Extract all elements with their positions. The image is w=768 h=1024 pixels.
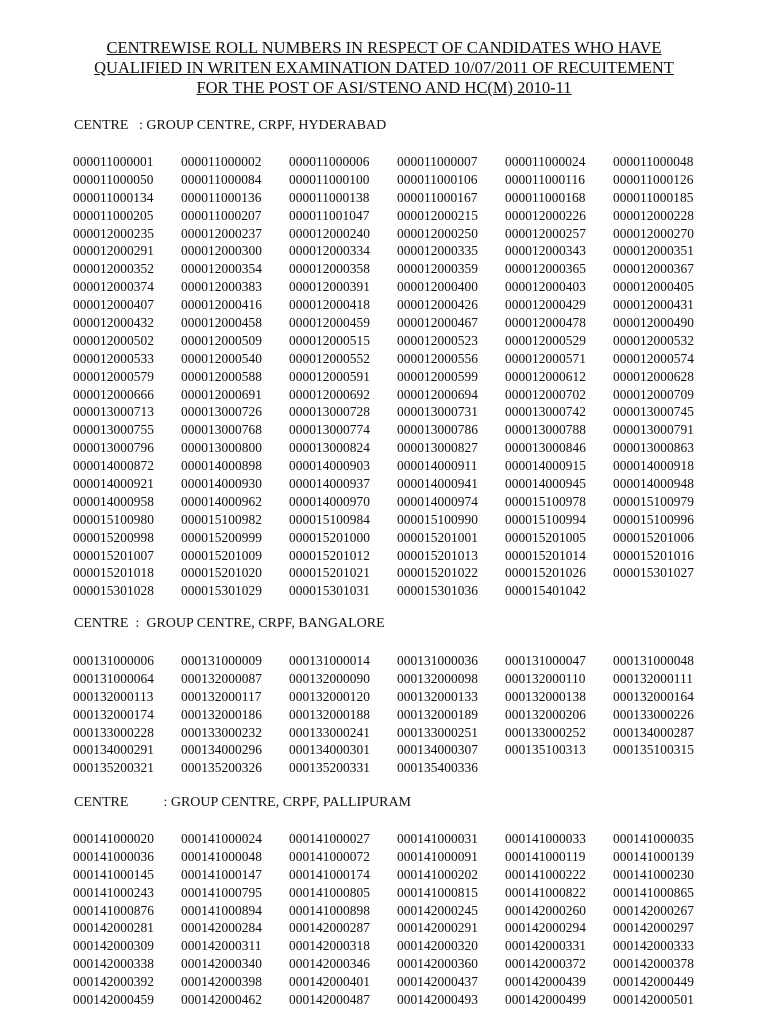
- roll-number: 000015201001: [397, 529, 478, 545]
- roll-number: 000014000945: [505, 476, 586, 492]
- roll-number: 000014000921: [73, 476, 154, 492]
- roll-number: 000015201016: [613, 547, 694, 563]
- roll-number: 000015100979: [613, 493, 694, 509]
- roll-number: 000141000027: [289, 831, 370, 846]
- roll-number: 000141000243: [73, 884, 154, 900]
- roll-number: 000142000281: [73, 920, 154, 936]
- roll-number: 000014000911: [397, 458, 478, 474]
- roll-number: 000141000091: [397, 848, 478, 864]
- roll-number: 000011000002: [181, 154, 262, 169]
- roll-number: 000141000805: [289, 884, 370, 900]
- roll-number: 000133000226: [613, 706, 694, 722]
- roll-number: 000132000098: [397, 670, 478, 686]
- roll-number: 000012000458: [181, 315, 262, 331]
- roll-number: 000012000490: [613, 315, 694, 331]
- roll-number: 000014000974: [397, 493, 478, 509]
- roll-number: 000012000692: [289, 386, 370, 402]
- roll-number: 000134000307: [397, 742, 478, 758]
- roll-number: 000015201009: [181, 547, 262, 563]
- roll-number: 000142000487: [289, 992, 370, 1008]
- roll-number: 000131000009: [181, 653, 262, 668]
- roll-number: 000012000226: [505, 207, 586, 223]
- roll-number: 000142000462: [181, 992, 262, 1008]
- roll-number: 000015301036: [397, 583, 478, 599]
- roll-number: 000142000378: [613, 956, 694, 972]
- roll-number: 000013000863: [613, 440, 694, 456]
- roll-number: 000012000459: [289, 315, 370, 331]
- roll-number: 000012000300: [181, 243, 262, 259]
- roll-number: 000015201000: [289, 529, 370, 545]
- roll-number: 000133000252: [505, 724, 586, 740]
- roll-number: 000012000628: [613, 368, 694, 384]
- roll-number: 000011000050: [73, 171, 154, 187]
- roll-grid-pallipuram: [73, 830, 745, 1009]
- roll-number: 000015201020: [181, 565, 262, 581]
- roll-number: 000012000270: [613, 225, 694, 241]
- roll-number: 000132000188: [289, 706, 370, 722]
- roll-number: 000014000918: [613, 458, 694, 474]
- roll-number: 000141000230: [613, 866, 694, 882]
- roll-number: 000012000612: [505, 368, 586, 384]
- roll-number: 000015201007: [73, 547, 154, 563]
- roll-number: 000142000284: [181, 920, 262, 936]
- roll-number: 000142000437: [397, 974, 478, 990]
- roll-number: 000015100982: [181, 511, 262, 527]
- roll-number: 000131000048: [613, 653, 694, 668]
- roll-number: 000015201012: [289, 547, 370, 563]
- roll-number: 000142000346: [289, 956, 370, 972]
- roll-number: 000141000145: [73, 866, 154, 882]
- roll-number: 000141000036: [73, 848, 154, 864]
- roll-number: 000012000352: [73, 261, 154, 277]
- roll-number: 000013000824: [289, 440, 370, 456]
- roll-number: 000012000702: [505, 386, 586, 402]
- roll-number: 000141000815: [397, 884, 478, 900]
- roll-number: 000012000215: [397, 207, 478, 223]
- roll-number: 000015301029: [181, 583, 262, 599]
- roll-number: 000131000036: [397, 653, 478, 668]
- roll-number: 000011000084: [181, 171, 262, 187]
- roll-number: 000142000501: [613, 992, 694, 1008]
- roll-number: 000012000343: [505, 243, 586, 259]
- roll-number: 000012000426: [397, 297, 478, 313]
- roll-number: 000141000031: [397, 831, 478, 846]
- roll-number: 000141000139: [613, 848, 694, 864]
- roll-number: 000013000768: [181, 422, 262, 438]
- roll-number: 000133000228: [73, 724, 154, 740]
- roll-number: 000012000291: [73, 243, 154, 259]
- roll-number: 000142000459: [73, 992, 154, 1008]
- roll-number: 000012000235: [73, 225, 154, 241]
- roll-number: 000011001047: [289, 207, 370, 223]
- roll-number: 000014000948: [613, 476, 694, 492]
- roll-number: 000142000245: [397, 902, 478, 918]
- roll-number: 000012000571: [505, 350, 586, 366]
- roll-number: 000142000294: [505, 920, 586, 936]
- document-title: [0, 38, 768, 98]
- roll-number: 000013000728: [289, 404, 370, 420]
- roll-number: 000142000287: [289, 920, 370, 936]
- roll-number: 000142000309: [73, 938, 154, 954]
- roll-number: 000015100980: [73, 511, 154, 527]
- roll-number: 000012000418: [289, 297, 370, 313]
- roll-number: 000012000237: [181, 225, 262, 241]
- roll-number: 000014000930: [181, 476, 262, 492]
- roll-number: 000012000574: [613, 350, 694, 366]
- roll-number: 000012000502: [73, 332, 154, 348]
- roll-number: 000011000126: [613, 171, 694, 187]
- roll-number: 000141000795: [181, 884, 262, 900]
- roll-number: 000133000232: [181, 724, 262, 740]
- roll-number: 000011000134: [73, 189, 154, 205]
- roll-number: 000014000937: [289, 476, 370, 492]
- roll-number: 000012000529: [505, 332, 586, 348]
- roll-number: 000014000958: [73, 493, 154, 509]
- roll-number: 000134000296: [181, 742, 262, 758]
- centre-heading-bangalore: CENTRE : GROUP CENTRE, CRPF, BANGALORE: [74, 616, 385, 631]
- roll-number: 000012000533: [73, 350, 154, 366]
- roll-number: 000135400336: [397, 760, 478, 776]
- roll-number: 000012000532: [613, 332, 694, 348]
- roll-number: 000135200321: [73, 760, 154, 776]
- roll-number: 000132000090: [289, 670, 370, 686]
- roll-number: 000132000087: [181, 670, 262, 686]
- roll-number: 000011000205: [73, 207, 154, 223]
- roll-number: 000012000588: [181, 368, 262, 384]
- roll-number: 000011000136: [181, 189, 262, 205]
- roll-number: 000014000962: [181, 493, 262, 509]
- roll-number: 000012000429: [505, 297, 586, 313]
- roll-number: 000015201014: [505, 547, 586, 563]
- roll-number: 000013000846: [505, 440, 586, 456]
- roll-number: 000135200326: [181, 760, 262, 776]
- roll-grid-bangalore: [73, 652, 745, 777]
- roll-number: 000142000449: [613, 974, 694, 990]
- roll-number: 000013000731: [397, 404, 478, 420]
- roll-number: 000015100984: [289, 511, 370, 527]
- roll-number: 000142000260: [505, 902, 586, 918]
- roll-number: 000015201013: [397, 547, 478, 563]
- roll-number: 000134000301: [289, 742, 370, 758]
- roll-number: 000011000048: [613, 154, 694, 169]
- roll-number: 000142000493: [397, 992, 478, 1008]
- roll-number: 000012000228: [613, 207, 694, 223]
- roll-number: 000132000111: [613, 670, 693, 686]
- roll-number: 000012000391: [289, 279, 370, 295]
- title-line-2: QUALIFIED IN WRITEN EXAMINATION DATED 10/07/2011 OF RECUITEMENT: [94, 58, 674, 77]
- roll-number: 000011000138: [289, 189, 370, 205]
- roll-number: 000132000120: [289, 688, 370, 704]
- roll-number: 000141000048: [181, 848, 262, 864]
- roll-number: 000015200999: [181, 529, 262, 545]
- roll-number: 000142000331: [505, 938, 586, 954]
- roll-number: 000013000827: [397, 440, 478, 456]
- roll-number: 000012000383: [181, 279, 262, 295]
- roll-number: 000014000941: [397, 476, 478, 492]
- roll-number: 000141000035: [613, 831, 694, 846]
- roll-number: 000014000970: [289, 493, 370, 509]
- title-line-1: CENTREWISE ROLL NUMBERS IN RESPECT OF CANDIDATES WHO HAVE: [106, 38, 662, 57]
- roll-number: 000141000865: [613, 884, 694, 900]
- roll-number: 000141000024: [181, 831, 262, 846]
- roll-number: 000012000358: [289, 261, 370, 277]
- roll-number: 000012000666: [73, 386, 154, 402]
- roll-number: 000013000713: [73, 404, 154, 420]
- roll-number: 000012000509: [181, 332, 262, 348]
- roll-number: 000011000006: [289, 154, 370, 169]
- roll-number: 000012000694: [397, 386, 478, 402]
- roll-number: 000015301028: [73, 583, 154, 599]
- roll-number: 000015201018: [73, 565, 154, 581]
- roll-number: 000013000786: [397, 422, 478, 438]
- centre-heading-hyderabad: CENTRE : GROUP CENTRE, CRPF, HYDERABAD: [74, 118, 387, 133]
- roll-number: 000015100990: [397, 511, 478, 527]
- roll-number: 000012000359: [397, 261, 478, 277]
- roll-number: 000015301027: [613, 565, 694, 581]
- roll-number: 000012000367: [613, 261, 694, 277]
- roll-number: 000015100978: [505, 493, 586, 509]
- roll-number: 000015401042: [505, 583, 586, 599]
- roll-number: 000012000599: [397, 368, 478, 384]
- roll-number: 000011000024: [505, 154, 586, 169]
- roll-number: 000133000251: [397, 724, 478, 740]
- roll-number: 000142000297: [613, 920, 694, 936]
- roll-number: 000012000334: [289, 243, 370, 259]
- roll-number: 000142000392: [73, 974, 154, 990]
- roll-number: 000011000168: [505, 189, 586, 205]
- roll-grid-hyderabad: [73, 153, 745, 600]
- roll-number: 000134000291: [73, 742, 154, 758]
- roll-number: 000011000116: [505, 171, 585, 187]
- roll-number: 000141000033: [505, 831, 586, 846]
- roll-number: 000012000556: [397, 350, 478, 366]
- roll-number: 000131000047: [505, 653, 586, 668]
- roll-number: 000142000439: [505, 974, 586, 990]
- roll-number: 000142000311: [181, 938, 262, 954]
- roll-number: 000015201021: [289, 565, 370, 581]
- roll-number: 000012000407: [73, 297, 154, 313]
- roll-number: 000012000431: [613, 297, 694, 313]
- roll-number: 000141000202: [397, 866, 478, 882]
- roll-number: 000012000432: [73, 315, 154, 331]
- roll-number: 000013000791: [613, 422, 694, 438]
- roll-number: 000013000755: [73, 422, 154, 438]
- roll-number: 000011000100: [289, 171, 370, 187]
- roll-number: 000132000174: [73, 706, 154, 722]
- roll-number: 000012000354: [181, 261, 262, 277]
- roll-number: 000011000106: [397, 171, 478, 187]
- roll-number: 000142000398: [181, 974, 262, 990]
- roll-number: 000014000903: [289, 458, 370, 474]
- roll-number: 000012000478: [505, 315, 586, 331]
- roll-number: 000012000523: [397, 332, 478, 348]
- roll-number: 000015100994: [505, 511, 586, 527]
- roll-number: 000015201005: [505, 529, 586, 545]
- roll-number: 000142000291: [397, 920, 478, 936]
- roll-number: 000142000267: [613, 902, 694, 918]
- roll-number: 000141000898: [289, 902, 370, 918]
- roll-number: 000012000335: [397, 243, 478, 259]
- roll-number: 000012000250: [397, 225, 478, 241]
- roll-number: 000133000241: [289, 724, 370, 740]
- roll-number: 000012000405: [613, 279, 694, 295]
- roll-number: 000012000351: [613, 243, 694, 259]
- roll-number: 000141000876: [73, 902, 154, 918]
- roll-number: 000012000515: [289, 332, 370, 348]
- roll-number: 000013000745: [613, 404, 694, 420]
- roll-number: 000132000138: [505, 688, 586, 704]
- roll-number: 000141000147: [181, 866, 262, 882]
- roll-number: 000135100315: [613, 742, 694, 758]
- roll-number: 000132000164: [613, 688, 694, 704]
- roll-number: 000012000365: [505, 261, 586, 277]
- roll-number: 000132000186: [181, 706, 262, 722]
- roll-number: 000013000788: [505, 422, 586, 438]
- roll-number: 000015201006: [613, 529, 694, 545]
- roll-number: 000012000691: [181, 386, 262, 402]
- roll-number: 000142000360: [397, 956, 478, 972]
- roll-number: 000131000064: [73, 670, 154, 686]
- roll-number: 000012000240: [289, 225, 370, 241]
- roll-number: 000013000800: [181, 440, 262, 456]
- roll-number: 000141000174: [289, 866, 370, 882]
- roll-number: 000013000742: [505, 404, 586, 420]
- roll-number: 000012000467: [397, 315, 478, 331]
- roll-number: 000141000119: [505, 848, 586, 864]
- roll-number: 000131000006: [73, 653, 154, 668]
- roll-number: 000132000117: [181, 688, 262, 704]
- roll-number: 000011000007: [397, 154, 478, 169]
- roll-number: 000014000915: [505, 458, 586, 474]
- roll-number: 000011000207: [181, 207, 262, 223]
- roll-number: 000013000774: [289, 422, 370, 438]
- roll-number: 000012000540: [181, 350, 262, 366]
- roll-number: 000012000416: [181, 297, 262, 313]
- roll-number: 000142000372: [505, 956, 586, 972]
- roll-number: 000132000113: [73, 688, 154, 704]
- roll-number: 000015100996: [613, 511, 694, 527]
- roll-number: 000141000894: [181, 902, 262, 918]
- roll-number: 000142000340: [181, 956, 262, 972]
- roll-number: 000141000822: [505, 884, 586, 900]
- roll-number: 000012000552: [289, 350, 370, 366]
- roll-number: 000142000318: [289, 938, 370, 954]
- roll-number: 000013000726: [181, 404, 262, 420]
- roll-number: 000131000014: [289, 653, 370, 668]
- roll-number: 000142000401: [289, 974, 370, 990]
- roll-number: 000142000333: [613, 938, 694, 954]
- roll-number: 000141000020: [73, 831, 154, 846]
- roll-number: 000012000257: [505, 225, 586, 241]
- roll-number: 000015201026: [505, 565, 586, 581]
- roll-number: 000015301031: [289, 583, 370, 599]
- roll-number: 000012000709: [613, 386, 694, 402]
- roll-number: 000142000499: [505, 992, 586, 1008]
- roll-number: 000141000072: [289, 848, 370, 864]
- title-line-3: FOR THE POST OF ASI/STENO AND HC(M) 2010-11: [196, 78, 572, 97]
- roll-number: 000135200331: [289, 760, 370, 776]
- roll-number: 000132000110: [505, 670, 586, 686]
- roll-number: 000142000338: [73, 956, 154, 972]
- roll-number: 000142000320: [397, 938, 478, 954]
- roll-number: 000012000400: [397, 279, 478, 295]
- roll-number: 000012000374: [73, 279, 154, 295]
- roll-number: 000132000189: [397, 706, 478, 722]
- roll-number: 000132000206: [505, 706, 586, 722]
- roll-number: 000012000591: [289, 368, 370, 384]
- roll-number: 000013000796: [73, 440, 154, 456]
- roll-number: 000014000898: [181, 458, 262, 474]
- roll-number: 000011000185: [613, 189, 694, 205]
- roll-number: 000134000287: [613, 724, 694, 740]
- roll-number: 000132000133: [397, 688, 478, 704]
- roll-number: 000011000167: [397, 189, 478, 205]
- roll-number: 000015200998: [73, 529, 154, 545]
- roll-number: 000011000001: [73, 154, 154, 169]
- roll-number: 000135100313: [505, 742, 586, 758]
- roll-number: 000015201022: [397, 565, 478, 581]
- roll-number: 000141000222: [505, 866, 586, 882]
- roll-number: 000012000579: [73, 368, 154, 384]
- roll-number: 000012000403: [505, 279, 586, 295]
- roll-number: 000014000872: [73, 458, 154, 474]
- centre-heading-pallipuram: CENTRE : GROUP CENTRE, CRPF, PALLIPURAM: [74, 795, 412, 810]
